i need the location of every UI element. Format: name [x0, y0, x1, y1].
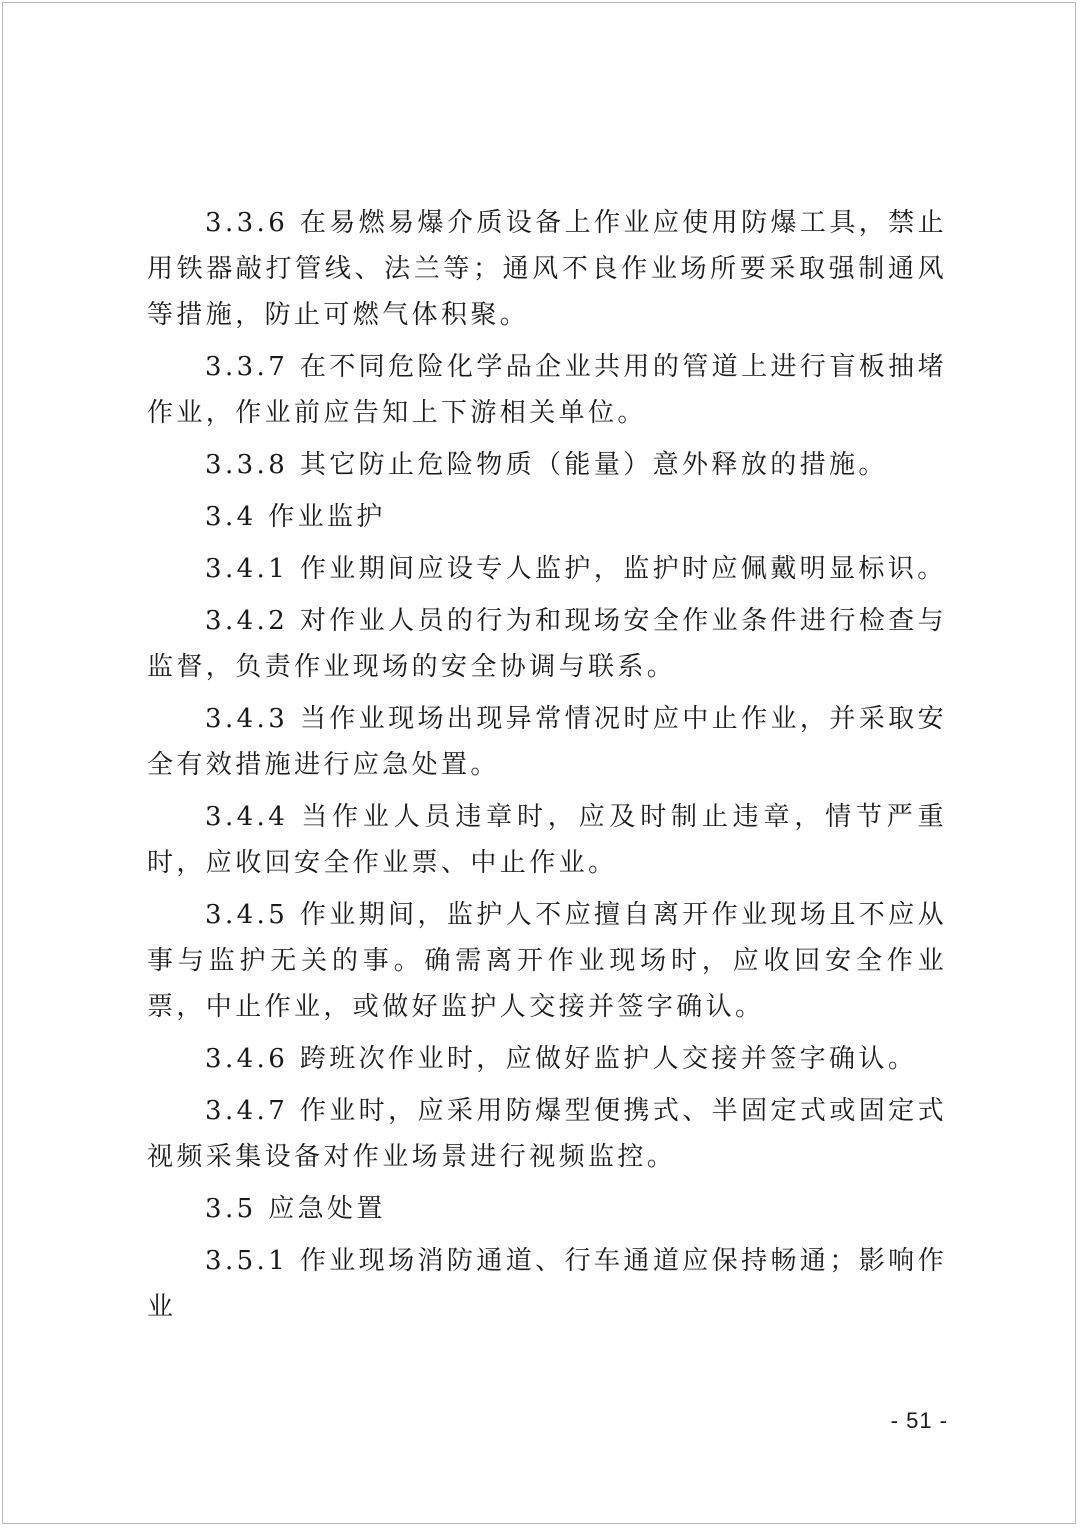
paragraph-3-4-4: 3.4.4 当作业人员违章时，应及时制止违章，情节严重时，应收回安全作业票、中止作业。	[147, 802, 947, 878]
paragraph-3-4-6: 3.4.6 跨班次作业时，应做好监护人交接并签字确认。	[205, 1044, 918, 1074]
paragraph-3-3-6: 3.3.6 在易燃易爆介质设备上作业应使用防爆工具，禁止用铁器敲打管线、法兰等；通风不良作业场所要采取强制通风等措施，防止可燃气体积聚。	[147, 208, 947, 330]
page-number: - 51 -	[890, 1408, 948, 1433]
document-body	[147, 200, 947, 1336]
paragraph-3-4-1: 3.4.1 作业期间应设专人监护，监护时应佩戴明显标识。	[205, 554, 947, 584]
paragraph-3-4-5: 3.4.5 作业期间，监护人不应擅自离开作业现场且不应从事与监护无关的事。确需离开作业现场时，应收回安全作业票，中止作业，或做好监护人交接并签字确认。	[147, 900, 947, 1022]
paragraph-3-4-3: 3.4.3 当作业现场出现异常情况时应中止作业，并采取安全有效措施进行应急处置。	[147, 704, 947, 780]
paragraph-3-3-8: 3.3.8 其它防止危险物质（能量）意外释放的措施。	[205, 450, 888, 480]
paragraph-3-4-7: 3.4.7 作业时，应采用防爆型便携式、半固定式或固定式视频采集设备对作业场景进行视频监控。	[147, 1096, 947, 1172]
paragraph-3-5-1: 3.5.1 作业现场消防通道、行车通道应保持畅通；影响作业	[147, 1246, 947, 1322]
section-heading-3-4: 3.4 作业监护	[205, 502, 386, 532]
paragraph-3-3-7: 3.3.7 在不同危险化学品企业共用的管道上进行盲板抽堵作业，作业前应告知上下游相关单位。	[147, 352, 947, 428]
paragraph-3-4-2: 3.4.2 对作业人员的行为和现场安全作业条件进行检查与监督，负责作业现场的安全协调与联系。	[147, 606, 947, 682]
section-heading-3-5: 3.5 应急处置	[205, 1194, 386, 1224]
